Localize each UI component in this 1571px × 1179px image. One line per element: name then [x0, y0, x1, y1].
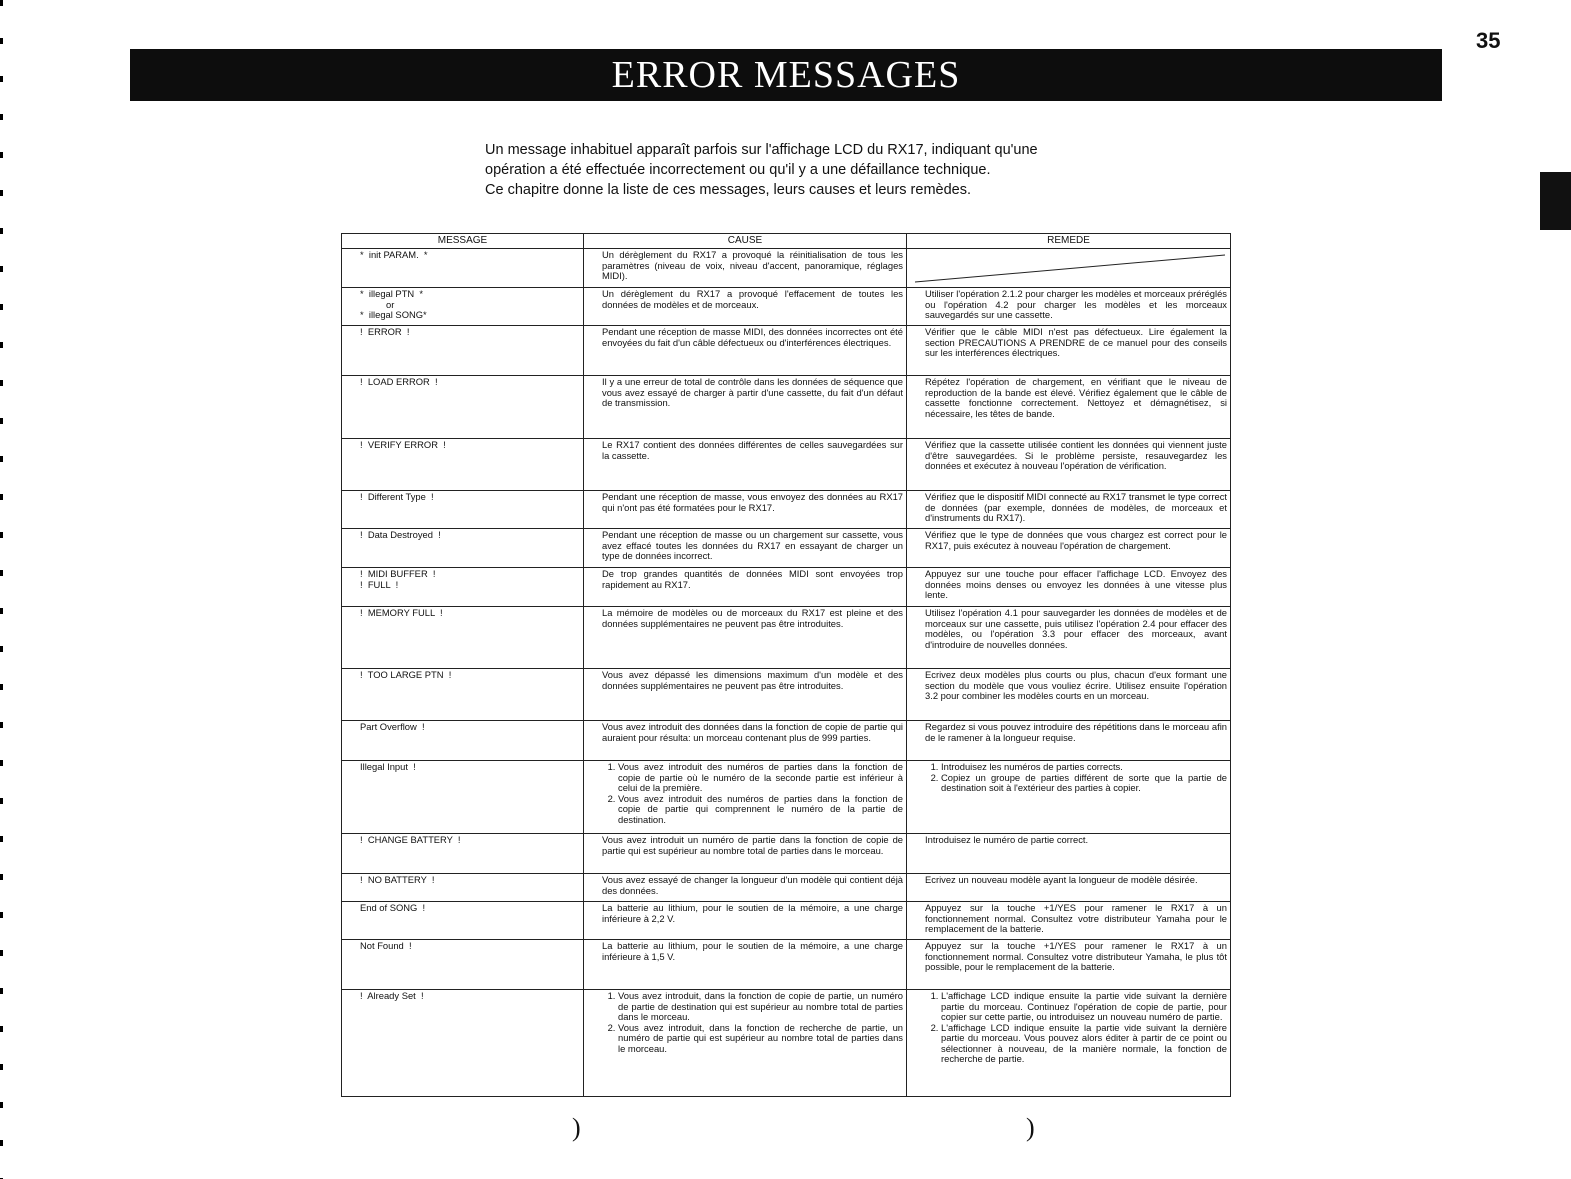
table-header-row [342, 234, 1231, 249]
remedy-cell [907, 491, 1231, 529]
message-text: ! VERIFY ERROR ! [360, 439, 446, 450]
table-row [342, 669, 1231, 721]
remedy-cell [907, 439, 1231, 491]
table-row [342, 529, 1231, 568]
message-text: ! Already Set ! [360, 990, 424, 1001]
message-cell [342, 288, 584, 326]
remedy-cell [907, 376, 1231, 439]
table-row [342, 607, 1231, 669]
message-cell [342, 940, 584, 990]
intro-line: Un message inhabituel apparaît parfois sur l'affichage LCD du RX17, indiquant qu'une [485, 142, 1038, 158]
header-remedy: REMEDE [907, 234, 1231, 249]
cause-cell [584, 326, 907, 376]
remedy-list-item: 1. L'affichage LCD indique ensuite la partie vide suivant la dernière partie du morceau. Continuez l'opération de copie de partie, pour copier sur cette partie, ou introduisez un nouveau numéro de partie. [941, 991, 1227, 1023]
message-text: ! MEMORY FULL ! [360, 607, 443, 618]
cause-cell [584, 669, 907, 721]
remedy-text: Vérifiez que le dispositif MIDI connecté au RX17 transmet le type correct de données (par exemple, données de modèles, de morceaux et d'instruments du RX17). [925, 491, 1227, 523]
message-text: or [360, 298, 395, 310]
cause-list [602, 762, 903, 825]
message-text: ! FULL ! [360, 578, 399, 590]
header-cause: CAUSE [584, 234, 907, 249]
page-number: 35 [1476, 28, 1501, 53]
cause-text: De trop grandes quantités de données MIDI sont envoyées trop rapidement au RX17. [602, 568, 903, 590]
remedy-cell [907, 761, 1231, 834]
message-cell [342, 721, 584, 761]
cause-text: La mémoire de modèles ou de morceaux du RX17 est pleine et des données supplémentaires ne peuvent pas être introduites. [602, 607, 903, 629]
cause-cell [584, 940, 907, 990]
remedy-text: Vérifier que le câble MIDI n'est pas défectueux. Lire également la section PRECAUTIONS A PRENDRE de ce manuel pour des conseils sur les interférences électriques. [925, 326, 1227, 358]
title-bar [130, 49, 1442, 101]
cause-cell [584, 874, 907, 902]
message-text: ! TOO LARGE PTN ! [360, 669, 452, 680]
remedy-text: Ecrivez deux modèles plus courts ou plus, chacun d'eux formant une section du modèle que vous vouliez écrire. Utilisez ensuite l'opération 3.2 pour combiner les modèles courts en un morceau. [925, 669, 1227, 701]
cause-cell [584, 721, 907, 761]
message-text: * init PARAM. * [360, 249, 428, 260]
remedy-cell [907, 529, 1231, 568]
cause-list-item: 1. Vous avez introduit des numéros de parties dans la fonction de copie de partie où le numéro de la seconde partie est inférieur à celui de la première. [618, 762, 903, 794]
message-text: ! ERROR ! [360, 326, 410, 337]
message-cell [342, 439, 584, 491]
table-row [342, 874, 1231, 902]
cause-text: Vous avez dépassé les dimensions maximum d'un modèle et des données supplémentaires ne peuvent pas être introduites. [602, 669, 903, 691]
message-cell [342, 249, 584, 288]
cause-cell [584, 529, 907, 568]
remedy-text: Regardez si vous pouvez introduire des répétitions dans le morceau afin de le ramener à la longueur requise. [925, 721, 1227, 743]
message-text: ! NO BATTERY ! [360, 874, 435, 885]
cause-cell [584, 491, 907, 529]
message-text: ! CHANGE BATTERY ! [360, 834, 461, 845]
remedy-list-item: 2. Copiez un groupe de parties différent de sorte que la partie de destination soit à l'extérieur des parties à copier. [941, 773, 1227, 794]
remedy-text: Utilisez l'opération 4.1 pour sauvegarder les données de modèles et de morceaux sur une cassette, puis utilisez l'opération 2.4 pour effacer des modèles, ou l'opération 3.3 pour effacer des morceaux, avant d'introduire de nouvelles données. [925, 607, 1227, 650]
remedy-text: Appuyez sur une touche pour effacer l'affichage LCD. Envoyez des données moins denses ou envoyez les données à une vitesse plus lente. [925, 568, 1227, 600]
message-text: * illegal PTN * [360, 288, 424, 299]
remedy-cell [907, 249, 1231, 288]
message-cell [342, 874, 584, 902]
message-text: End of SONG ! [360, 902, 426, 913]
cause-text: Vous avez introduit des données dans la fonction de copie de partie qui auraient pour résulta: un morceau contenant plus de 999 parties. [602, 721, 903, 743]
remedy-text: Vérifiez que le type de données que vous chargez est correct pour le RX17, puis exécutez à nouveau l'opération de chargement. [925, 529, 1227, 551]
message-cell [342, 491, 584, 529]
intro-line: Ce chapitre donne la liste de ces messages, leurs causes et leurs remèdes. [485, 182, 971, 198]
remedy-cell [907, 326, 1231, 376]
table-row [342, 761, 1231, 834]
remedy-text: Utiliser l'opération 2.1.2 pour charger les modèles et morceaux préréglés ou l'opération 4.2 pour charger les modèles et les morceaux sauvegardés sur une cassette. [925, 288, 1227, 320]
cause-list-item: 1. Vous avez introduit, dans la fonction de copie de partie, un numéro de partie de destination qui est supérieur au nombre total de parties dans le morceau. [618, 991, 903, 1023]
cause-text: Vous avez introduit un numéro de partie dans la fonction de copie de partie qui est supérieur au nombre total de parties dans le morceau. [602, 834, 903, 856]
message-text: ! Different Type ! [360, 491, 434, 502]
page-title: ERROR MESSAGES [611, 54, 961, 96]
remedy-text: Ecrivez un nouveau modèle ayant la longueur de modèle désirée. [925, 874, 1198, 885]
message-cell [342, 761, 584, 834]
cause-cell [584, 990, 907, 1097]
message-cell [342, 376, 584, 439]
remedy-text: Appuyez sur la touche +1/YES pour ramener le RX17 à un fonctionnement normal. Consultez votre distributeur Yamaha, le plus tôt possible, pour le remplacement de la batterie. [925, 940, 1227, 972]
remedy-cell [907, 721, 1231, 761]
message-cell [342, 568, 584, 607]
cause-text: Pendant une réception de masse MIDI, des données incorrectes ont été envoyées du fait d'un câble défectueux ou d'interférences électriques. [602, 326, 903, 348]
cause-list [602, 991, 903, 1054]
remedy-text: Introduisez le numéro de partie correct. [925, 834, 1089, 845]
table-row [342, 721, 1231, 761]
remedy-text: Répétez l'opération de chargement, en vérifiant que le niveau de reproduction de la bande est élevé. Vérifiez également que le câble de cassette fonctionne correctement. Nettoyez et démagnétisez, si nécessaire, les têtes de bande. [925, 376, 1227, 419]
message-cell [342, 607, 584, 669]
cause-cell [584, 834, 907, 874]
table-row [342, 376, 1231, 439]
cause-text: La batterie au lithium, pour le soutien de la mémoire, a une charge inférieure à 2,2 V. [602, 902, 903, 924]
table-row [342, 249, 1231, 288]
remedy-text: Appuyez sur la touche +1/YES pour ramener le RX17 à un fonctionnement normal. Consultez votre distributeur Yamaha pour le remplacement de la batterie. [925, 902, 1227, 934]
page-mark-right: ) [1026, 1113, 1035, 1142]
table-row [342, 902, 1231, 940]
message-cell [342, 990, 584, 1097]
remedy-list-item: 2. L'affichage LCD indique ensuite la partie vide suivant la dernière partie du morceau. Vous pouvez alors éditer à partir de ce point ou sélectionner à nouveau, de la manière normale, la fonction de recherche de partie. [941, 1023, 1227, 1065]
page-mark-left: ) [572, 1113, 581, 1142]
message-text: ! MIDI BUFFER ! [360, 568, 436, 579]
cause-text: Un dérèglement du RX17 a provoqué la réinitialisation de tous les paramètres (niveau de voix, niveau d'accent, panoramique, réglages MIDI). [602, 249, 903, 281]
scan-edge [0, 0, 3, 1179]
diagonal-strike [907, 249, 1229, 286]
message-text: Illegal Input ! [360, 761, 416, 772]
message-text: Not Found ! [360, 940, 412, 951]
remedy-cell [907, 669, 1231, 721]
remedy-cell [907, 607, 1231, 669]
remedy-cell [907, 940, 1231, 990]
table-body [342, 249, 1231, 1097]
cause-text: Pendant une réception de masse, vous envoyez des données au RX17 qui n'ont pas été formatées pour le RX17. [602, 491, 903, 513]
remedy-cell [907, 902, 1231, 940]
cause-list-item: 2. Vous avez introduit des numéros de parties dans la fonction de copie de partie qui comprennent le numéro de la partie de destination. [618, 794, 903, 826]
cause-text: La batterie au lithium, pour le soutien de la mémoire, a une charge inférieure à 1,5 V. [602, 940, 903, 962]
table-row [342, 288, 1231, 326]
error-messages-table [341, 233, 1231, 1097]
intro-paragraph [485, 140, 1145, 200]
remedy-cell [907, 288, 1231, 326]
cause-text: Pendant une réception de masse ou un chargement sur cassette, vous avez effacé toutes les données du RX17 en essayant de charger un type de données incorrect. [602, 529, 903, 561]
message-cell [342, 834, 584, 874]
section-tab-marker [1540, 172, 1571, 230]
remedy-text: Vérifiez que la cassette utilisée contient les données qui viennent juste d'être sauvegardées. Si le problème persiste, resauvegardez les données et exécutez à nouveau l'opération de vérification. [925, 439, 1227, 471]
message-cell [342, 669, 584, 721]
table-row [342, 834, 1231, 874]
table-row [342, 439, 1231, 491]
cause-text: Il y a une erreur de total de contrôle dans les données de séquence que vous avez essayé de charger à partir d'une cassette, du fait d'un défaut de transmission. [602, 376, 903, 408]
table-row [342, 326, 1231, 376]
remedy-list [925, 762, 1227, 794]
message-cell [342, 902, 584, 940]
message-text: * illegal SONG* [360, 309, 427, 320]
cause-cell [584, 902, 907, 940]
table-row [342, 491, 1231, 529]
message-text: ! Data Destroyed ! [360, 529, 441, 540]
message-text: ! LOAD ERROR ! [360, 376, 438, 387]
cause-cell [584, 376, 907, 439]
cause-list-item: 2. Vous avez introduit, dans la fonction de recherche de partie, un numéro de partie qui est supérieur au nombre total de parties dans le morceau. [618, 1023, 903, 1055]
intro-line: opération a été effectuée incorrectement ou qu'il y a une défaillance technique. [485, 162, 991, 178]
remedy-list-item: 1. Introduisez les numéros de parties corrects. [941, 762, 1227, 773]
remedy-cell [907, 874, 1231, 902]
table-row [342, 990, 1231, 1097]
table-row [342, 940, 1231, 990]
cause-cell [584, 288, 907, 326]
cause-text: Un dérèglement du RX17 a provoqué l'effacement de toutes les données de modèles et de morceaux. [602, 288, 903, 310]
cause-cell [584, 439, 907, 491]
remedy-list [925, 991, 1227, 1065]
remedy-cell [907, 834, 1231, 874]
cause-cell [584, 607, 907, 669]
message-text: Part Overflow ! [360, 721, 425, 732]
remedy-cell [907, 990, 1231, 1097]
cause-text: Le RX17 contient des données différentes de celles sauvegardées sur la cassette. [602, 439, 903, 461]
message-cell [342, 326, 584, 376]
table-row [342, 568, 1231, 607]
remedy-cell [907, 568, 1231, 607]
cause-text: Vous avez essayé de changer la longueur d'un modèle qui contient déjà des données. [602, 874, 903, 896]
cause-cell [584, 249, 907, 288]
header-message: MESSAGE [342, 234, 584, 249]
message-cell [342, 529, 584, 568]
cause-cell [584, 761, 907, 834]
cause-cell [584, 568, 907, 607]
